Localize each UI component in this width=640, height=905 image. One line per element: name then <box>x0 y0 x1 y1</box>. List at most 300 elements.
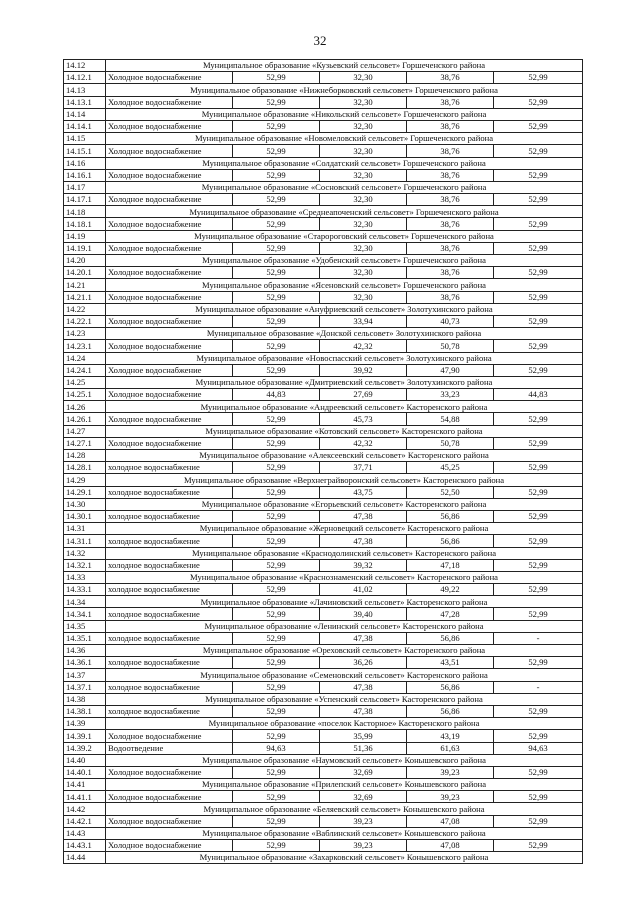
municipality-name-cell: Муниципальное образование «Лачиновский сельсовет» Касторенского района <box>106 596 583 608</box>
row-number-cell: 14.37 <box>64 669 106 681</box>
row-number-cell: 14.32 <box>64 547 106 559</box>
row-number-cell: 14.43.1 <box>64 840 106 852</box>
tariff-row <box>64 510 583 522</box>
municipality-header-row <box>64 376 583 388</box>
municipality-header-row <box>64 108 583 120</box>
municipality-name-cell: Муниципальное образование «Егорьевский сельсовет» Касторенского района <box>106 498 583 510</box>
row-number-cell: 14.34.1 <box>64 608 106 620</box>
service-cell: Холодное водоснабжение <box>106 218 233 230</box>
tariff-row <box>64 559 583 571</box>
value-cell: 32,30 <box>320 169 407 181</box>
value-cell: 43,51 <box>407 657 494 669</box>
value-cell: 32,30 <box>320 194 407 206</box>
value-cell: 52,99 <box>233 559 320 571</box>
tariff-row <box>64 389 583 401</box>
municipality-name-cell: Муниципальное образование «Беляевский сельсовет» Конышевского района <box>106 803 583 815</box>
value-cell: 52,99 <box>494 120 583 132</box>
municipality-header-row <box>64 255 583 267</box>
value-cell: 52,99 <box>494 791 583 803</box>
value-cell: 52,99 <box>494 267 583 279</box>
tariff-row <box>64 657 583 669</box>
service-cell: холодное водоснабжение <box>106 462 233 474</box>
value-cell: 32,30 <box>320 218 407 230</box>
municipality-name-cell: Муниципальное образование «Ясеновский сельсовет» Горшеченского района <box>106 279 583 291</box>
municipality-name-cell: Муниципальное образование «Захарковский сельсовет» Конышевского района <box>106 852 583 864</box>
service-cell: холодное водоснабжение <box>106 584 233 596</box>
value-cell: 47,28 <box>407 608 494 620</box>
value-cell: 52,99 <box>233 840 320 852</box>
row-number-cell: 14.22 <box>64 303 106 315</box>
row-number-cell: 14.29 <box>64 474 106 486</box>
municipality-name-cell: Муниципальное образование «Прилепский сельсовет» Конышевского района <box>106 779 583 791</box>
municipality-name-cell: Муниципальное образование «Алексеевский сельсовет» Касторенского района <box>106 450 583 462</box>
municipality-header-row <box>64 754 583 766</box>
value-cell: 39,23 <box>407 791 494 803</box>
tariff-row <box>64 535 583 547</box>
municipality-name-cell: Муниципальное образование «Сосновский сельсовет» Горшеченского района <box>106 181 583 193</box>
value-cell: 32,30 <box>320 96 407 108</box>
row-number-cell: 14.27 <box>64 425 106 437</box>
service-cell: Холодное водоснабжение <box>106 413 233 425</box>
value-cell: 47,38 <box>320 632 407 644</box>
row-number-cell: 14.33.1 <box>64 584 106 596</box>
service-cell: Холодное водоснабжение <box>106 242 233 254</box>
tariff-table-body <box>64 60 583 864</box>
tariff-row <box>64 791 583 803</box>
municipality-name-cell: Муниципальное образование «Котовский сельсовет» Касторенского района <box>106 425 583 437</box>
tariff-row <box>64 291 583 303</box>
row-number-cell: 14.16 <box>64 157 106 169</box>
value-cell: 43,75 <box>320 486 407 498</box>
row-number-cell: 14.36 <box>64 645 106 657</box>
row-number-cell: 14.12 <box>64 60 106 72</box>
row-number-cell: 14.35 <box>64 620 106 632</box>
municipality-header-row <box>64 803 583 815</box>
tariff-row <box>64 340 583 352</box>
service-cell: Холодное водоснабжение <box>106 840 233 852</box>
value-cell: 52,99 <box>233 145 320 157</box>
value-cell: 52,99 <box>233 315 320 327</box>
row-number-cell: 14.17 <box>64 181 106 193</box>
value-cell: 33,94 <box>320 315 407 327</box>
municipality-name-cell: Муниципальное образование «Кузьевский сельсовет» Горшеченского района <box>106 60 583 72</box>
tariff-row <box>64 462 583 474</box>
municipality-name-cell: Муниципальное образование «Успенский сельсовет» Касторенского района <box>106 693 583 705</box>
service-cell: Холодное водоснабжение <box>106 730 233 742</box>
tariff-row <box>64 169 583 181</box>
service-cell: Холодное водоснабжение <box>106 315 233 327</box>
municipality-header-row <box>64 498 583 510</box>
value-cell: 52,99 <box>494 559 583 571</box>
value-cell: 38,76 <box>407 96 494 108</box>
row-number-cell: 14.42.1 <box>64 815 106 827</box>
tariff-row <box>64 194 583 206</box>
value-cell: 56,86 <box>407 632 494 644</box>
value-cell: 52,99 <box>494 194 583 206</box>
municipality-header-row <box>64 523 583 535</box>
value-cell: 49,22 <box>407 584 494 596</box>
value-cell: 41,02 <box>320 584 407 596</box>
row-number-cell: 14.29.1 <box>64 486 106 498</box>
value-cell: 52,99 <box>233 120 320 132</box>
service-cell: холодное водоснабжение <box>106 510 233 522</box>
value-cell: 47,18 <box>407 559 494 571</box>
tariff-row <box>64 584 583 596</box>
value-cell: 44,83 <box>233 389 320 401</box>
row-number-cell: 14.24 <box>64 352 106 364</box>
row-number-cell: 14.38 <box>64 693 106 705</box>
value-cell: 39,92 <box>320 364 407 376</box>
value-cell: 32,30 <box>320 120 407 132</box>
value-cell: 52,50 <box>407 486 494 498</box>
row-number-cell: 14.25 <box>64 376 106 388</box>
value-cell: 38,76 <box>407 218 494 230</box>
tariff-row <box>64 72 583 84</box>
municipality-header-row <box>64 669 583 681</box>
municipality-header-row <box>64 157 583 169</box>
service-cell: Холодное водоснабжение <box>106 267 233 279</box>
row-number-cell: 14.15 <box>64 133 106 145</box>
value-cell: - <box>494 681 583 693</box>
value-cell: 52,99 <box>233 437 320 449</box>
row-number-cell: 14.31 <box>64 523 106 535</box>
row-number-cell: 14.26.1 <box>64 413 106 425</box>
municipality-name-cell: Муниципальное образование «Новоспасский сельсовет» Золотухинского района <box>106 352 583 364</box>
value-cell: 52,99 <box>233 657 320 669</box>
value-cell: 39,32 <box>320 559 407 571</box>
value-cell: 35,99 <box>320 730 407 742</box>
value-cell: 52,99 <box>494 437 583 449</box>
row-number-cell: 14.13 <box>64 84 106 96</box>
municipality-name-cell: Муниципальное образование «Жерновецкий сельсовет» Касторенского района <box>106 523 583 535</box>
value-cell: 52,99 <box>233 96 320 108</box>
tariff-row <box>64 437 583 449</box>
value-cell: 52,99 <box>233 364 320 376</box>
value-cell: 40,73 <box>407 315 494 327</box>
row-number-cell: 14.28.1 <box>64 462 106 474</box>
municipality-name-cell: Муниципальное образование «Новомеловский сельсовет» Горшеченского района <box>106 133 583 145</box>
service-cell: Холодное водоснабжение <box>106 169 233 181</box>
value-cell: 52,99 <box>233 291 320 303</box>
value-cell: 52,99 <box>494 413 583 425</box>
value-cell: 47,38 <box>320 681 407 693</box>
value-cell: 36,26 <box>320 657 407 669</box>
municipality-name-cell: Муниципальное образование «Ануфриевский сельсовет» Золотухинского района <box>106 303 583 315</box>
tariff-row <box>64 242 583 254</box>
row-number-cell: 14.36.1 <box>64 657 106 669</box>
value-cell: 52,99 <box>494 840 583 852</box>
value-cell: 52,99 <box>494 340 583 352</box>
value-cell: 32,69 <box>320 766 407 778</box>
municipality-name-cell: Муниципальное образование «Нижнеборковский сельсовет» Горшеченского района <box>106 84 583 96</box>
tariff-row <box>64 705 583 717</box>
service-cell: Холодное водоснабжение <box>106 291 233 303</box>
row-number-cell: 14.22.1 <box>64 315 106 327</box>
row-number-cell: 14.26 <box>64 401 106 413</box>
value-cell: 32,30 <box>320 267 407 279</box>
municipality-header-row <box>64 693 583 705</box>
tariff-table <box>63 59 583 864</box>
value-cell: 38,76 <box>407 120 494 132</box>
municipality-name-cell: Муниципальное образование «Андреевский сельсовет» Касторенского района <box>106 401 583 413</box>
row-number-cell: 14.37.1 <box>64 681 106 693</box>
service-cell: холодное водоснабжение <box>106 705 233 717</box>
value-cell: 39,40 <box>320 608 407 620</box>
tariff-row <box>64 742 583 754</box>
municipality-header-row <box>64 645 583 657</box>
row-number-cell: 14.39 <box>64 718 106 730</box>
municipality-header-row <box>64 450 583 462</box>
service-cell: Холодное водоснабжение <box>106 194 233 206</box>
municipality-name-cell: Муниципальное образование «Верхнеграйворонский сельсовет» Касторенского района <box>106 474 583 486</box>
service-cell: холодное водоснабжение <box>106 559 233 571</box>
value-cell: 52,99 <box>494 291 583 303</box>
value-cell: 52,99 <box>233 510 320 522</box>
value-cell: 50,78 <box>407 437 494 449</box>
value-cell: 45,25 <box>407 462 494 474</box>
value-cell: 44,83 <box>494 389 583 401</box>
value-cell: 56,86 <box>407 705 494 717</box>
value-cell: 52,99 <box>494 462 583 474</box>
service-cell: Водоотведение <box>106 742 233 754</box>
row-number-cell: 14.23.1 <box>64 340 106 352</box>
value-cell: 27,69 <box>320 389 407 401</box>
value-cell: 47,08 <box>407 840 494 852</box>
value-cell: 52,99 <box>494 815 583 827</box>
tariff-row <box>64 608 583 620</box>
service-cell: холодное водоснабжение <box>106 608 233 620</box>
municipality-header-row <box>64 279 583 291</box>
tariff-row <box>64 730 583 742</box>
tariff-row <box>64 413 583 425</box>
municipality-header-row <box>64 852 583 864</box>
value-cell: 52,99 <box>494 766 583 778</box>
value-cell: 42,32 <box>320 340 407 352</box>
municipality-name-cell: Муниципальное образование «Наумовский сельсовет» Конышевского района <box>106 754 583 766</box>
row-number-cell: 14.19.1 <box>64 242 106 254</box>
municipality-name-cell: Муниципальное образование «Краснодолинский сельсовет» Касторенского района <box>106 547 583 559</box>
municipality-header-row <box>64 133 583 145</box>
value-cell: 52,99 <box>233 791 320 803</box>
service-cell: Холодное водоснабжение <box>106 340 233 352</box>
value-cell: 52,99 <box>494 535 583 547</box>
value-cell: 32,30 <box>320 242 407 254</box>
value-cell: 52,99 <box>233 72 320 84</box>
row-number-cell: 14.17.1 <box>64 194 106 206</box>
value-cell: 54,88 <box>407 413 494 425</box>
value-cell: 47,38 <box>320 705 407 717</box>
municipality-name-cell: Муниципальное образование «Ленинский сельсовет» Касторенского района <box>106 620 583 632</box>
value-cell: 39,23 <box>320 815 407 827</box>
value-cell: 52,99 <box>233 462 320 474</box>
value-cell: 52,99 <box>494 364 583 376</box>
tariff-row <box>64 364 583 376</box>
row-number-cell: 14.40.1 <box>64 766 106 778</box>
value-cell: 52,99 <box>233 705 320 717</box>
value-cell: 52,99 <box>233 169 320 181</box>
service-cell: Холодное водоснабжение <box>106 815 233 827</box>
service-cell: Холодное водоснабжение <box>106 791 233 803</box>
value-cell: 37,71 <box>320 462 407 474</box>
row-number-cell: 14.33 <box>64 571 106 583</box>
value-cell: 52,99 <box>233 413 320 425</box>
municipality-header-row <box>64 303 583 315</box>
value-cell: 52,99 <box>494 169 583 181</box>
municipality-header-row <box>64 827 583 839</box>
municipality-header-row <box>64 60 583 72</box>
value-cell: 56,86 <box>407 681 494 693</box>
value-cell: 51,36 <box>320 742 407 754</box>
municipality-header-row <box>64 718 583 730</box>
value-cell: 39,23 <box>320 840 407 852</box>
row-number-cell: 14.42 <box>64 803 106 815</box>
tariff-row <box>64 840 583 852</box>
value-cell: 52,99 <box>494 608 583 620</box>
value-cell: 38,76 <box>407 242 494 254</box>
value-cell: 52,99 <box>233 486 320 498</box>
value-cell: 38,76 <box>407 169 494 181</box>
row-number-cell: 14.30 <box>64 498 106 510</box>
value-cell: 52,99 <box>233 267 320 279</box>
municipality-name-cell: Муниципальное образование «Старороговский сельсовет» Горшеченского района <box>106 230 583 242</box>
municipality-header-row <box>64 425 583 437</box>
value-cell: 52,99 <box>233 681 320 693</box>
municipality-header-row <box>64 84 583 96</box>
value-cell: 52,99 <box>494 510 583 522</box>
value-cell: 52,99 <box>233 340 320 352</box>
service-cell: Холодное водоснабжение <box>106 96 233 108</box>
row-number-cell: 14.25.1 <box>64 389 106 401</box>
value-cell: 52,99 <box>494 72 583 84</box>
value-cell: 52,99 <box>494 730 583 742</box>
value-cell: 52,99 <box>233 730 320 742</box>
row-number-cell: 14.12.1 <box>64 72 106 84</box>
municipality-name-cell: Муниципальное образование «Дмитриевский сельсовет» Золотухинского района <box>106 376 583 388</box>
value-cell: 52,99 <box>233 766 320 778</box>
value-cell: 47,08 <box>407 815 494 827</box>
value-cell: 38,76 <box>407 291 494 303</box>
row-number-cell: 14.16.1 <box>64 169 106 181</box>
municipality-header-row <box>64 779 583 791</box>
value-cell: 38,76 <box>407 72 494 84</box>
municipality-name-cell: Муниципальное образование «Никольский сельсовет» Горшеченского района <box>106 108 583 120</box>
value-cell: 52,99 <box>494 96 583 108</box>
row-number-cell: 14.39.1 <box>64 730 106 742</box>
tariff-row <box>64 120 583 132</box>
value-cell: 52,99 <box>494 584 583 596</box>
service-cell: холодное водоснабжение <box>106 535 233 547</box>
value-cell: 52,99 <box>494 218 583 230</box>
value-cell: 52,99 <box>233 584 320 596</box>
row-number-cell: 14.43 <box>64 827 106 839</box>
tariff-row <box>64 632 583 644</box>
row-number-cell: 14.38.1 <box>64 705 106 717</box>
value-cell: 52,99 <box>494 145 583 157</box>
row-number-cell: 14.30.1 <box>64 510 106 522</box>
municipality-header-row <box>64 401 583 413</box>
value-cell: 52,99 <box>494 315 583 327</box>
service-cell: Холодное водоснабжение <box>106 389 233 401</box>
row-number-cell: 14.18.1 <box>64 218 106 230</box>
value-cell: 52,99 <box>233 194 320 206</box>
value-cell: 52,99 <box>494 705 583 717</box>
service-cell: холодное водоснабжение <box>106 681 233 693</box>
service-cell: Холодное водоснабжение <box>106 766 233 778</box>
row-number-cell: 14.13.1 <box>64 96 106 108</box>
row-number-cell: 14.14 <box>64 108 106 120</box>
value-cell: 52,99 <box>233 218 320 230</box>
row-number-cell: 14.19 <box>64 230 106 242</box>
value-cell: 56,86 <box>407 510 494 522</box>
tariff-row <box>64 681 583 693</box>
service-cell: холодное водоснабжение <box>106 486 233 498</box>
value-cell: 52,99 <box>494 486 583 498</box>
row-number-cell: 14.39.2 <box>64 742 106 754</box>
row-number-cell: 14.24.1 <box>64 364 106 376</box>
value-cell: 38,76 <box>407 267 494 279</box>
value-cell: 38,76 <box>407 145 494 157</box>
row-number-cell: 14.32.1 <box>64 559 106 571</box>
value-cell: 45,73 <box>320 413 407 425</box>
tariff-row <box>64 315 583 327</box>
tariff-row <box>64 815 583 827</box>
municipality-name-cell: Муниципальное образование «Ореховский сельсовет» Касторенского района <box>106 645 583 657</box>
value-cell: 52,99 <box>233 242 320 254</box>
service-cell: Холодное водоснабжение <box>106 120 233 132</box>
row-number-cell: 14.41 <box>64 779 106 791</box>
value-cell: 32,30 <box>320 145 407 157</box>
service-cell: Холодное водоснабжение <box>106 437 233 449</box>
tariff-row <box>64 766 583 778</box>
row-number-cell: 14.21.1 <box>64 291 106 303</box>
row-number-cell: 14.14.1 <box>64 120 106 132</box>
municipality-header-row <box>64 328 583 340</box>
value-cell: 32,30 <box>320 291 407 303</box>
service-cell: Холодное водоснабжение <box>106 145 233 157</box>
municipality-name-cell: Муниципальное образование «Удобенский сельсовет» Горшеченского района <box>106 255 583 267</box>
service-cell: Холодное водоснабжение <box>106 72 233 84</box>
value-cell: 52,99 <box>233 632 320 644</box>
value-cell: 32,30 <box>320 72 407 84</box>
municipality-header-row <box>64 230 583 242</box>
municipality-header-row <box>64 352 583 364</box>
municipality-name-cell: Муниципальное образование «поселок Касторное» Касторенского района <box>106 718 583 730</box>
value-cell: 52,99 <box>233 815 320 827</box>
row-number-cell: 14.18 <box>64 206 106 218</box>
row-number-cell: 14.23 <box>64 328 106 340</box>
value-cell: 50,78 <box>407 340 494 352</box>
value-cell: 52,99 <box>494 242 583 254</box>
value-cell: 47,90 <box>407 364 494 376</box>
row-number-cell: 14.20.1 <box>64 267 106 279</box>
municipality-name-cell: Муниципальное образование «Краснознаменский сельсовет» Касторенского района <box>106 571 583 583</box>
value-cell: 39,23 <box>407 766 494 778</box>
page-number: 32 <box>313 33 327 48</box>
row-number-cell: 14.31.1 <box>64 535 106 547</box>
tariff-row <box>64 267 583 279</box>
value-cell: 52,99 <box>233 608 320 620</box>
value-cell: 94,63 <box>494 742 583 754</box>
value-cell: 56,86 <box>407 535 494 547</box>
tariff-row <box>64 486 583 498</box>
row-number-cell: 14.34 <box>64 596 106 608</box>
municipality-header-row <box>64 474 583 486</box>
row-number-cell: 14.41.1 <box>64 791 106 803</box>
municipality-header-row <box>64 547 583 559</box>
municipality-name-cell: Муниципальное образование «Семеновский сельсовет» Касторенского района <box>106 669 583 681</box>
municipality-header-row <box>64 571 583 583</box>
value-cell: 47,38 <box>320 510 407 522</box>
